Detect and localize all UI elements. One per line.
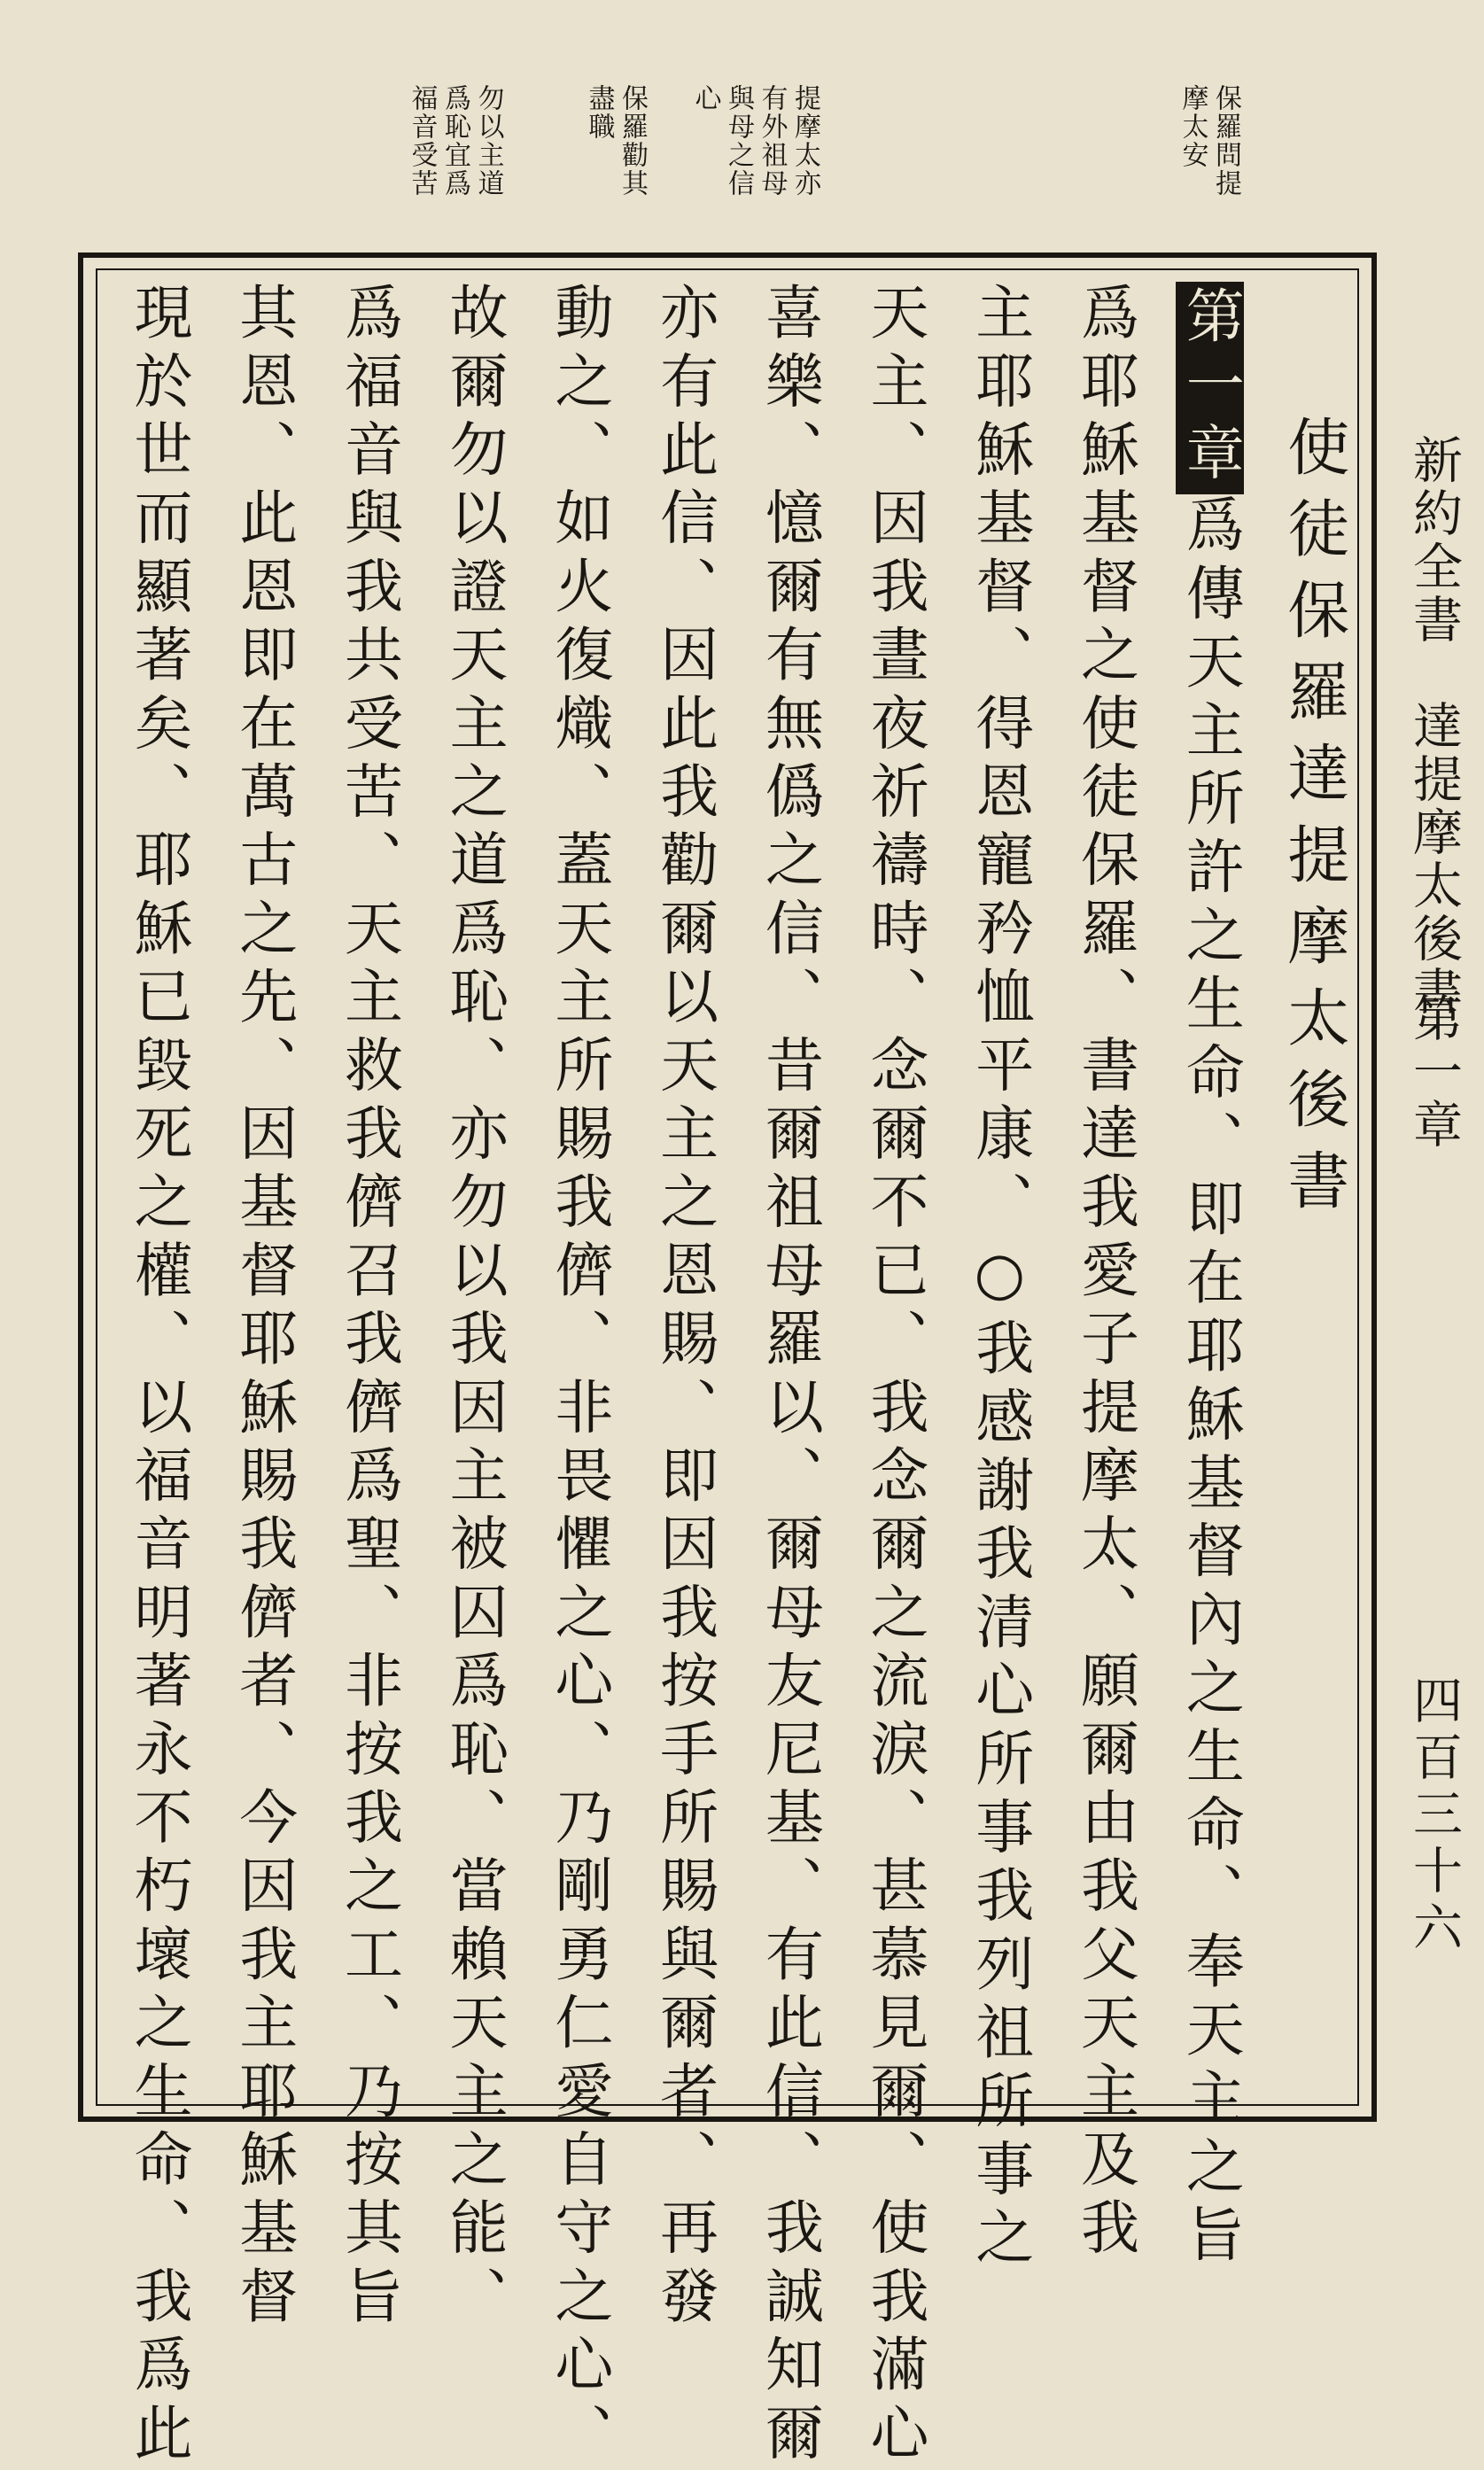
marginal-notes — [390, 84, 1258, 252]
text-column — [1167, 282, 1245, 2272]
main-text — [115, 282, 1350, 2470]
marginal-note-line: 保羅勸其 — [617, 84, 648, 198]
text-column: 其恩、此恩即在萬古之先、因基督耶穌賜我儕者、今因我主耶穌基督 — [229, 282, 298, 2334]
marginal-note-line: 盡職 — [583, 84, 615, 141]
marginal-note-line: 勿以主道 — [472, 84, 504, 198]
text-column: 喜樂、憶爾有無僞之信、昔爾祖母羅以、爾母友尼基、有此信、我誠知爾 — [755, 282, 824, 2470]
text-column: 現於世而顯著矣、耶穌已毀死之權、以福音明著永不朽壞之生命、我爲此 — [124, 282, 192, 2470]
marginal-note — [408, 84, 502, 198]
marginal-note-line: 提摩太亦 — [789, 84, 820, 198]
text-column-body: 爲傳天主所許之生命、即在耶穌基督內之生命、奉天主之旨 — [1176, 493, 1245, 2272]
page-number: 四百三十六 — [1405, 1674, 1463, 1958]
text-column: 故爾勿以證天主之道爲恥、亦勿以我因主被囚爲恥、當賴天主之能、 — [439, 282, 509, 2334]
running-header-title: 達提摩太後書 — [1405, 700, 1463, 1019]
running-header-book: 新約全書 — [1405, 434, 1463, 647]
marginal-note-line: 福音受苦 — [406, 84, 438, 198]
text-column: 爲耶穌基督之使徒保羅、書達我愛子提摩太、願爾由我父天主及我 — [1070, 282, 1139, 2265]
text-column: 動之、如火復熾、蓋天主所賜我儕、非畏懼之心、乃剛勇仁愛自守之心、 — [544, 282, 613, 2470]
marginal-note-line: 有外祖母 — [756, 84, 788, 198]
marginal-note — [691, 84, 819, 198]
book-title: 使徒保羅達提摩太後書 — [1277, 415, 1350, 1230]
marginal-note-line: 心 — [689, 84, 721, 113]
running-header-chapter: 第一章 — [1405, 992, 1463, 1152]
marginal-note — [1178, 84, 1239, 198]
text-column: 爲福音與我共受苦、天主救我儕召我儕爲聖、非按我之工、乃按其旨 — [334, 282, 403, 2334]
text-column: 亦有此信、因此我勸爾以天主之恩賜、即因我按手所賜與爾者、再發 — [649, 282, 719, 2334]
marginal-note-line: 摩太安 — [1177, 84, 1208, 169]
text-column: 天主、因我晝夜祈禱時、念爾不已、我念爾之流淚、甚慕見爾、使我滿心 — [860, 282, 929, 2470]
text-column: 主耶穌基督、得恩寵矜恤平康、○我感謝我清心所事我列祖所事之 — [965, 282, 1034, 2275]
marginal-note-line: 保羅問提 — [1210, 84, 1241, 198]
marginal-note-line: 爲恥宜爲 — [439, 84, 470, 198]
chapter-label: 第一章 — [1176, 282, 1244, 494]
marginal-note-line: 與母之信 — [723, 84, 754, 198]
marginal-note — [585, 84, 646, 198]
